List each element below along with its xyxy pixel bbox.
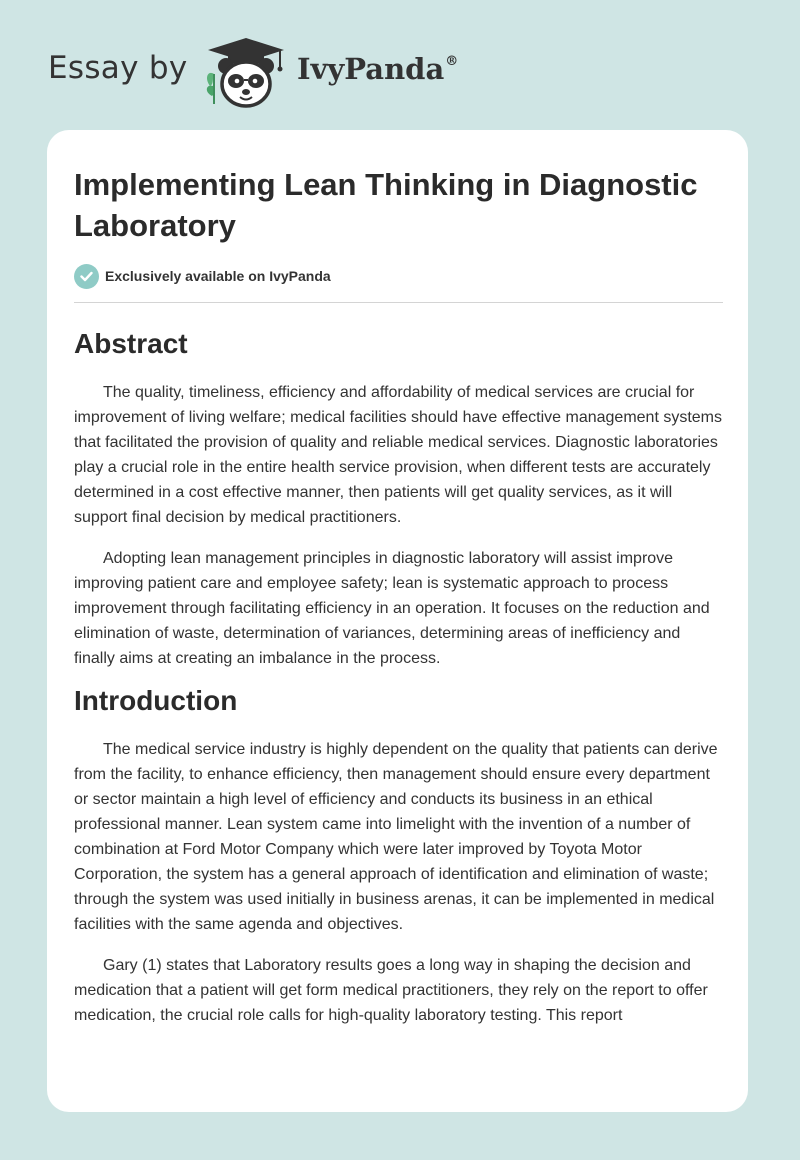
section-heading-introduction: Introduction [74, 685, 238, 716]
exclusive-badge-text: Exclusively available on IvyPanda [105, 268, 331, 284]
exclusive-badge [74, 263, 331, 289]
abstract-paragraph-2: Adopting lean management principles in diagnostic laboratory will assist improve improving patient care and employee safety; lean is systematic approach to process improvement through facilitating efficiency in an operation. It focuses on the reduction and elimination of waste, determination of variances, determining areas of inefficiency and finally aims at creating an imbalance in the process. [74, 550, 710, 667]
panda-graduate-icon[interactable] [200, 34, 292, 110]
check-circle-icon [74, 264, 99, 289]
registered-mark: ® [445, 54, 459, 69]
brand-name-text: IvyPanda [297, 52, 445, 86]
section-heading-abstract: Abstract [74, 328, 188, 359]
essay-card [47, 130, 748, 1112]
brand-name[interactable] [297, 52, 458, 86]
divider [74, 302, 723, 303]
essay-body [74, 322, 724, 1028]
essay-title: Implementing Lean Thinking in Diagnostic Laboratory [74, 167, 698, 243]
site-header [0, 0, 800, 130]
introduction-paragraph-2: Gary (1) states that Laboratory results goes a long way in shaping the decision and medication that a patient will get form medical practitioners, they rely on the report to offer medication, the crucial role calls for high-quality laboratory testing. This report [74, 957, 708, 1024]
introduction-paragraph-1: The medical service industry is highly dependent on the quality that patients can derive from the facility, to enhance efficiency, then management should ensure every department or sector maintain a high level of efficiency and conducts its business in an ethical professional manner. Lean system came into limelight with the invention of a number of combination at Ford Motor Company which were later improved by Toyota Motor Corporation, the system has a general approach of identification and elimination of waste; through the system was used initially in business arenas, it can be implemented in medical facilities with the same agenda and objectives. [74, 741, 718, 933]
abstract-paragraph-1: The quality, timeliness, efficiency and affordability of medical services are crucial for improvement of living welfare; medical facilities should have effective management systems that facilitated the provision of quality and reliable medical services. Diagnostic laboratories play a crucial role in the entire health service provision, when different tests are accurately determined in a cost effective manner, then patients will get quality services, as it will support final decision by medical practitioners. [74, 384, 722, 526]
brand-prefix: Essay by [48, 50, 188, 86]
